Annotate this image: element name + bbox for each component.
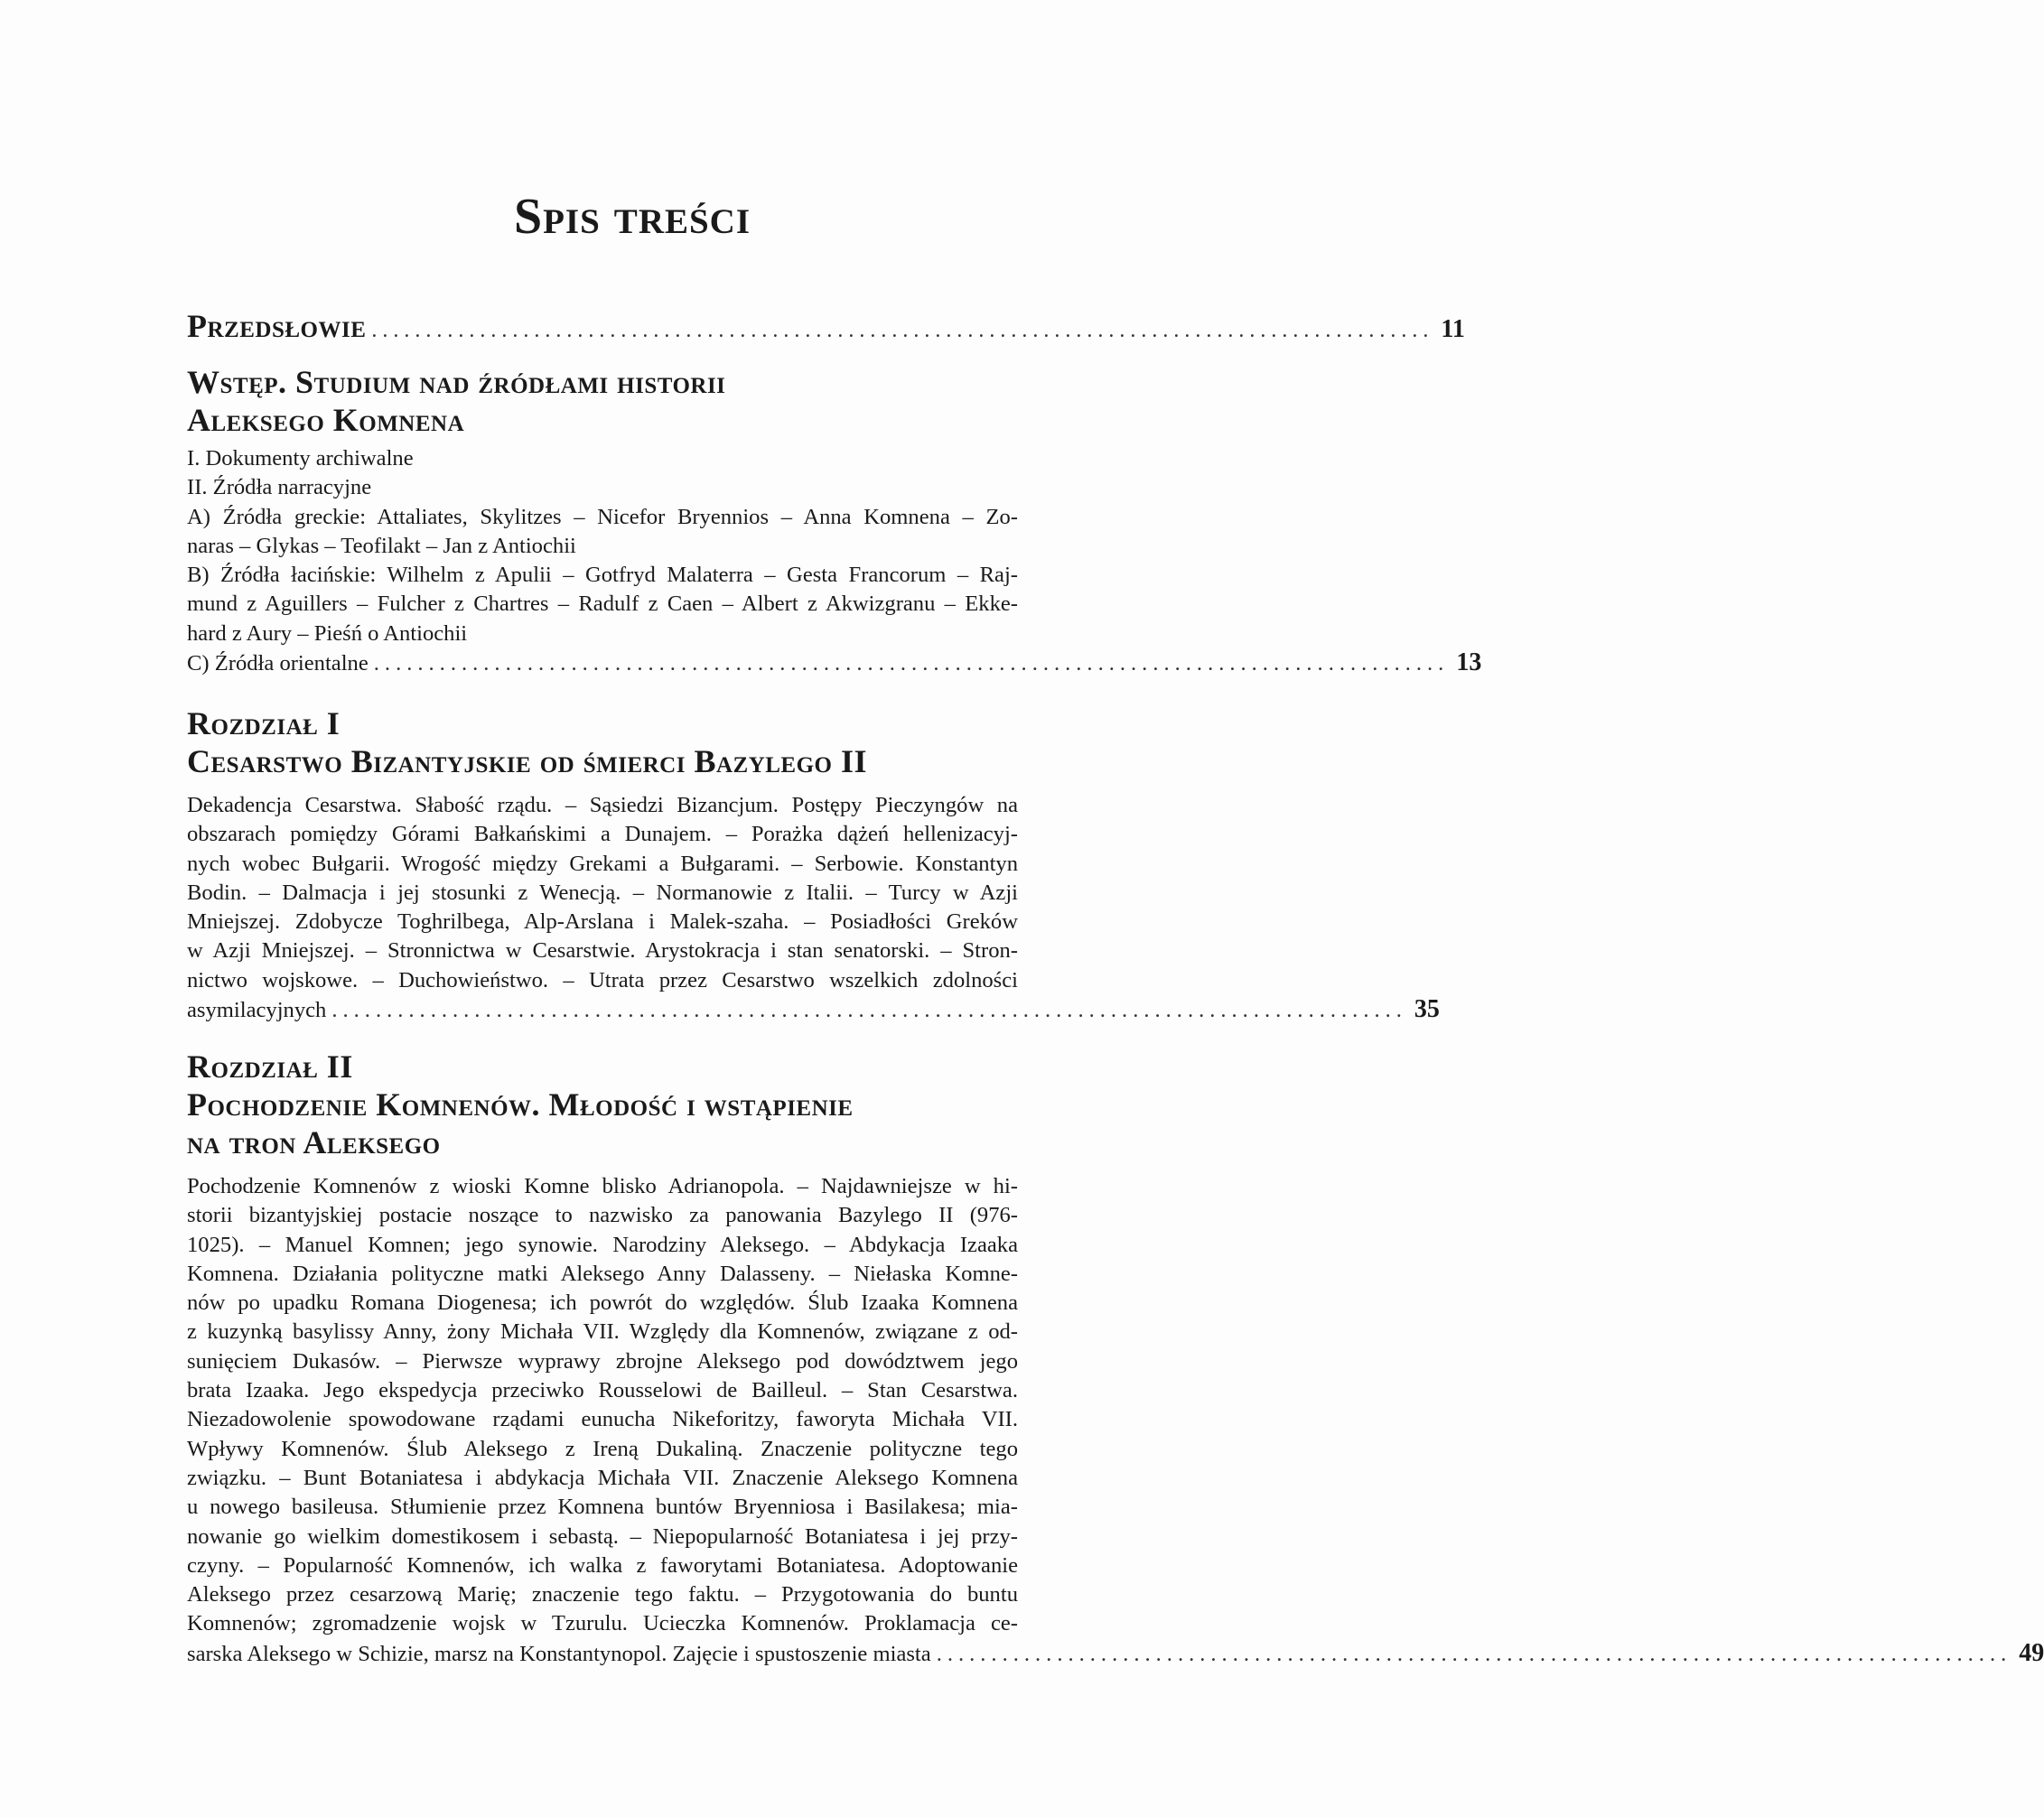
entry-title-line: na tron Aleksego — [187, 1124, 441, 1160]
chapter-label: Rozdział II — [187, 1048, 353, 1085]
entry-description-line: sarska Aleksego w Schizie, marsz na Konstantynopol. Zajęcie i spustoszenie miasta — [187, 1641, 931, 1666]
page-title: Spis treści — [513, 189, 751, 245]
entry-description-line: Niezadowolenie spowodowane rządami eunucha Nikeforitzy, faworyta Michała VII. — [187, 1407, 1018, 1432]
entry-description-line: asymilacyjnych — [187, 998, 327, 1023]
entry-description-line: storii bizantyjskiej postacie noszące to nazwisko za panowania Bazylego II (976- — [187, 1203, 1018, 1228]
dot-leader: .................................................................................................. — [373, 651, 1450, 676]
entry-description-line: Aleksego przez cesarzową Marię; znaczenie tego faktu. – Przygotowania do buntu — [187, 1582, 1018, 1607]
entry-description-line: obszarach pomiędzy Górami Bałkańskimi a Dunajem. – Porażka dążeń hellenizacyj- — [187, 822, 1018, 847]
page-number: 13 — [1456, 648, 1482, 677]
entry-description-line: związku. – Bunt Botaniatesa i abdykacja Michała VII. Znaczenie Aleksego Komnena — [187, 1465, 1018, 1490]
entry-title-line: Aleksego Komnena — [187, 402, 465, 438]
entry-description-line: Pochodzenie Komnenów z wioski Komne blisko Adrianopola. – Najdawniejsze w hi- — [187, 1174, 1018, 1198]
toc-entry-rozdzial-1[interactable] — [187, 704, 1440, 1025]
entry-description-line: Komnena. Działania polityczne matki Aleksego Anny Dalasseny. – Niełaska Komne- — [187, 1261, 1018, 1286]
page-number: 35 — [1414, 995, 1440, 1024]
entry-description-line: Bodin. – Dalmacja i jej stosunki z Wenecją. – Normanowie z Italii. – Turcy w Azji — [187, 880, 1018, 905]
entry-description-line: z kuzynką basylissy Anny, żony Michała VII. Względy dla Komnenów, związane z od- — [187, 1319, 1018, 1345]
entry-description-line: Mniejszej. Zdobycze Toghrilbega, Alp-Arslana i Malek-szaha. – Posiadłości Greków — [187, 909, 1018, 935]
entry-description-line: nych wobec Bułgarii. Wrogość między Grekami a Bułgarami. – Serbowie. Konstantyn — [187, 851, 1018, 876]
entry-title-line: Wstęp. Studium nad źródłami historii — [187, 364, 726, 400]
entry-description-line: mund z Aguillers – Fulcher z Chartres – Radulf z Caen – Albert z Akwizgranu – Ekke- — [187, 592, 1018, 617]
entry-description-line: 1025). – Manuel Komnen; jego synowie. Narodziny Aleksego. – Abdykacja Izaaka — [187, 1232, 1018, 1257]
entry-description-line: w Azji Mniejszej. – Stronnictwa w Cesarstwie. Arystokracja i stan senatorski. – Stron- — [187, 938, 1018, 964]
entry-description-line: A) Źródła greckie: Attaliates, Skylitzes – Nicefor Bryennios – Anna Komnena – Zo- — [187, 504, 1018, 529]
toc-entry-wstep[interactable] — [187, 363, 1482, 678]
entry-title-line: Cesarstwo Bizantyjskie od śmierci Bazylego II — [187, 743, 868, 779]
entry-description-line: C) Źródła orientalne — [187, 651, 369, 676]
dot-leader: .................................................................................................. — [936, 1641, 2012, 1666]
entry-description-line: czyny. – Popularność Komnenów, ich walka z faworytami Botaniatesa. Adoptowanie — [187, 1552, 1018, 1578]
leader-row — [187, 995, 1440, 1025]
entry-description-line: nów po upadku Romana Diogenesa; ich powrót do względów. Ślub Izaaka Komnena — [187, 1291, 1018, 1316]
entry-description-line: Wpływy Komnenów. Ślub Aleksego z Ireną Dukaliną. Znaczenie polityczne tego — [187, 1436, 1018, 1461]
dot-leader: .................................................................................................. — [331, 998, 1407, 1023]
chapter-label: Rozdział I — [187, 705, 341, 741]
entry-description-line: nictwo wojskowe. – Duchowieństwo. – Utrata przez Cesarstwo wszelkich zdolności — [187, 967, 1018, 992]
toc-entry-przedslowie[interactable] — [187, 307, 1465, 349]
entry-description-line: II. Źródła narracyjne — [187, 475, 372, 500]
page-number: 11 — [1441, 315, 1465, 343]
entry-description-line: sunięciem Dukasów. – Pierwsze wyprawy zbrojne Aleksego pod dowództwem jego — [187, 1348, 1018, 1374]
entry-description-line: I. Dokumenty archiwalne — [187, 446, 414, 471]
entry-description-line: nowanie go wielkim domestikosem i sebastą. – Niepopularność Botaniatesa i jej przy- — [187, 1523, 1018, 1549]
page-number: 49 — [2019, 1638, 2044, 1667]
entry-description-line: B) Źródła łacińskie: Wilhelm z Apulii – Gotfryd Malaterra – Gesta Francorum – Raj- — [187, 563, 1018, 588]
entry-description-line: brata Izaaka. Jego ekspedycja przeciwko Rousselowi de Bailleul. – Stan Cesarstwa. — [187, 1378, 1018, 1403]
leader-row — [187, 1638, 2044, 1669]
toc-entry-rozdzial-2[interactable] — [187, 1048, 2044, 1669]
entry-description-line: Dekadencja Cesarstwa. Słabość rządu. – Sąsiedzi Bizancjum. Postępy Pieczyngów na — [187, 793, 1018, 817]
entry-description-line: Komnenów; zgromadzenie wojsk w Tzurulu. Ucieczka Komnenów. Proklamacja ce- — [187, 1611, 1018, 1636]
entry-title-line: Pochodzenie Komnenów. Młodość i wstąpienie — [187, 1086, 854, 1123]
leader-row — [187, 648, 1482, 678]
dot-leader: .................................................................................................. — [371, 319, 1434, 342]
entry-description-line: hard z Aury – Pieśń o Antiochii — [187, 620, 468, 646]
entry-description-line: naras – Glykas – Teofilakt – Jan z Antiochii — [187, 533, 576, 558]
entry-description-line: u nowego basileusa. Stłumienie przez Komnena buntów Bryenniosa i Basilakesa; mia- — [187, 1495, 1018, 1520]
leader-row — [187, 307, 1465, 349]
entry-title: Przedsłowie — [187, 308, 367, 344]
